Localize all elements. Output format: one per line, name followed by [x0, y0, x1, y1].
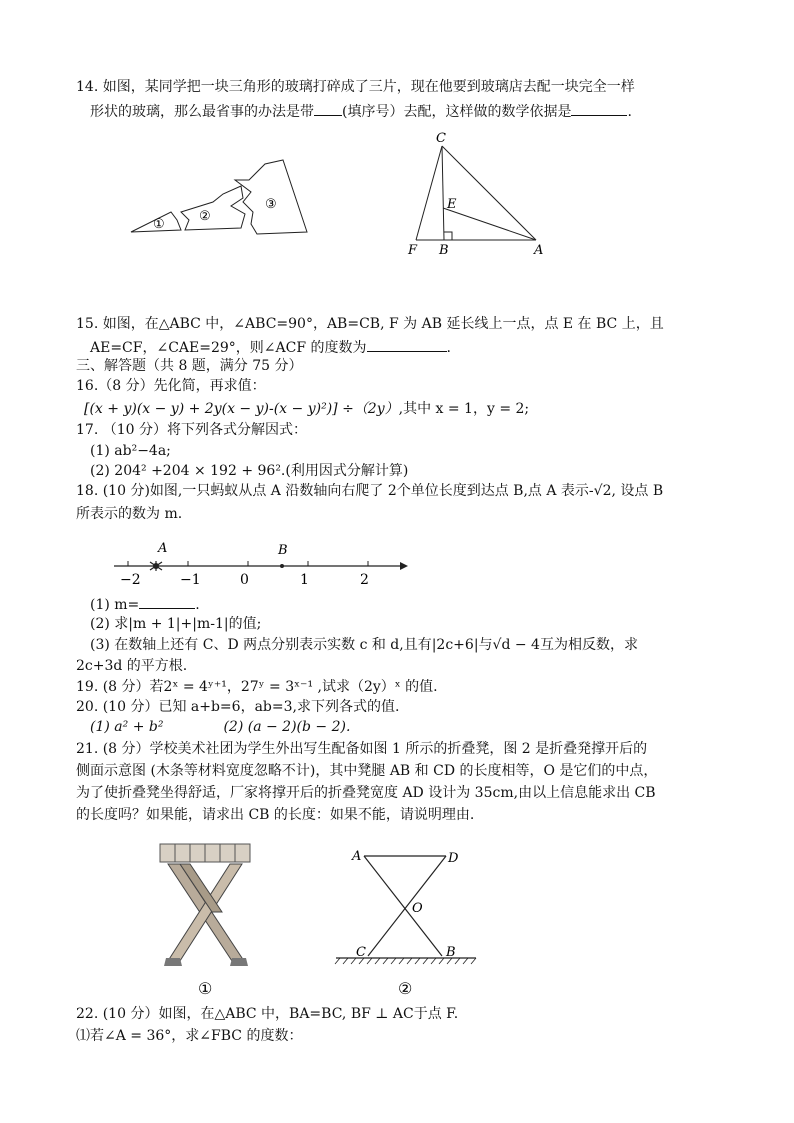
q14-line1: 14. 如图，某同学把一块三角形的玻璃打碎成了三片，现在他要到玻璃店去配一块完全一样	[76, 79, 635, 95]
axis-tick-label: 1	[300, 572, 309, 588]
q21-line1: 21. (8 分）学校美术社团为学生外出写生配备如图 1 所示的折叠凳，图 2 是折叠発撑开后的	[76, 741, 648, 757]
q14-line2b: (填序号）去配，这样做的数学依据是	[342, 104, 572, 120]
q16-cond: ,其中 x = 1，y = 2;	[398, 401, 530, 417]
axis-arrow	[400, 562, 408, 570]
tri-label-A: A	[534, 243, 544, 258]
schem-label-B: B	[446, 945, 456, 960]
q14-line2c: .	[627, 104, 632, 120]
q21-line4: 的长度吗？如果能，请求出 CB 的长度：如果不能，请说明理由.	[76, 807, 475, 823]
q18-p2: (2) 求|m + 1|+|m-1|的值;	[90, 616, 262, 632]
q15-line2a: AE=CF，∠CAE=29°，则∠ACF 的度数为	[90, 340, 367, 356]
q18-p3a: (3) 在数轴上还有 C、D 两点分别表示实数 c 和 d,且有|2c+6|与√d − 4互为相反数，求	[90, 637, 638, 653]
q14-blank2	[571, 101, 627, 116]
q20-parts	[90, 717, 350, 737]
q22-line2: ⑴若∠A = 36°，求∠FBC 的度数：	[76, 1028, 303, 1044]
tri-label-C: C	[436, 131, 446, 146]
schem-label-D: D	[448, 851, 459, 866]
q18-p1a: (1) m=	[90, 597, 140, 613]
q17-p1: (1) ab²−4a;	[90, 443, 171, 459]
piece-label-3: ③	[265, 197, 277, 212]
schem-label-O: O	[412, 901, 423, 916]
piece-label-1: ①	[153, 217, 165, 232]
fig2-caption: ②	[398, 979, 413, 998]
glass-piece-2	[181, 186, 245, 230]
q18-p3b: 2c+3d 的平方根.	[76, 658, 188, 674]
q18-p1	[90, 594, 200, 615]
schem-label-C: C	[356, 945, 366, 960]
tri-label-F: F	[408, 243, 418, 258]
stool-schematic	[330, 842, 480, 1000]
q15-line2	[90, 337, 451, 358]
q14-line2a: 形状的玻璃，那么最省事的办法是带	[90, 104, 314, 120]
axis-tick-label: −1	[180, 572, 201, 588]
section-3-heading: 三、解答题（共 8 题，满分 75 分）	[76, 358, 303, 374]
folding-stool-photo	[150, 838, 260, 1000]
q17-p2: (2) 204² +204 × 192 + 96².(利用因式分解计算)	[90, 463, 409, 479]
q21-line2: 侧面示意图 (木条等材料宽度忽略不计)，其中凳腿 AB 和 CD 的长度相等，O 是它们的中点，	[76, 763, 658, 779]
q15-line1: 15. 如图，在△ABC 中，∠ABC=90°，AB=CB, F 为 AB 延长线上一点，点 E 在 BC 上，且	[76, 316, 664, 332]
q14-line2	[90, 101, 632, 122]
piece-label-2: ②	[199, 209, 211, 224]
q15-line2b: .	[446, 340, 451, 356]
q18-blank	[139, 594, 195, 609]
q20-line1: 20. (10 分）已知 a+b=6，ab=3,求下列各式的值.	[76, 699, 400, 715]
axis-tick-label: 2	[360, 572, 369, 588]
q22-line1: 22. (10 分）如图，在△ABC 中，BA=BC, BF ⊥ AC于点 F.	[76, 1006, 459, 1022]
axis-tick-label: −2	[120, 572, 141, 588]
q18-line1: 18. (10 分)如图,一只蚂蚁从点 A 沿数轴向右爬了 2个单位长度到达点 B,点 A 表示-√2, 设点 B	[76, 483, 664, 499]
q16-expr: [(x + y)(x − y) + 2y(x − y)-(x − y)²)] ÷（2y）	[84, 401, 399, 417]
q19-line1: 19. (8 分）若2ˣ = 4ʸ⁺¹，27ʸ = 3ˣ⁻¹ ,试求（2y）ˣ 的值.	[76, 679, 438, 695]
number-line-figure	[110, 534, 410, 590]
q16-expr-line	[84, 399, 529, 419]
schem-label-A: A	[352, 849, 362, 864]
q20-p1: (1) a² + b²	[90, 719, 164, 735]
fig1-caption: ①	[198, 979, 213, 998]
q14-blank1	[314, 101, 342, 116]
tri-label-E: E	[447, 197, 457, 212]
q20-p2: (2) (a − 2)(b − 2).	[223, 719, 351, 735]
q17-line1: 17. （10 分）将下列各式分解因式：	[76, 422, 307, 438]
q21-line3: 为了使折叠凳坐得舒适，厂家将撑开后的折叠凳宽度 AD 设计为 35cm,由以上信息能求出 CB	[76, 785, 656, 801]
label-B: B	[278, 543, 288, 558]
q18-line2: 所表示的数为 m.	[76, 506, 183, 522]
q16-line1: 16.（8 分）先化简，再求值：	[76, 378, 266, 394]
tri-label-B: B	[439, 243, 449, 258]
label-A: A	[158, 541, 168, 556]
axis-tick-label: 0	[240, 572, 249, 588]
broken-glass-figure	[125, 158, 315, 240]
point-B	[280, 564, 284, 568]
triangle-figure	[400, 128, 550, 258]
q15-blank	[367, 337, 447, 352]
q18-p1b: .	[195, 597, 200, 613]
